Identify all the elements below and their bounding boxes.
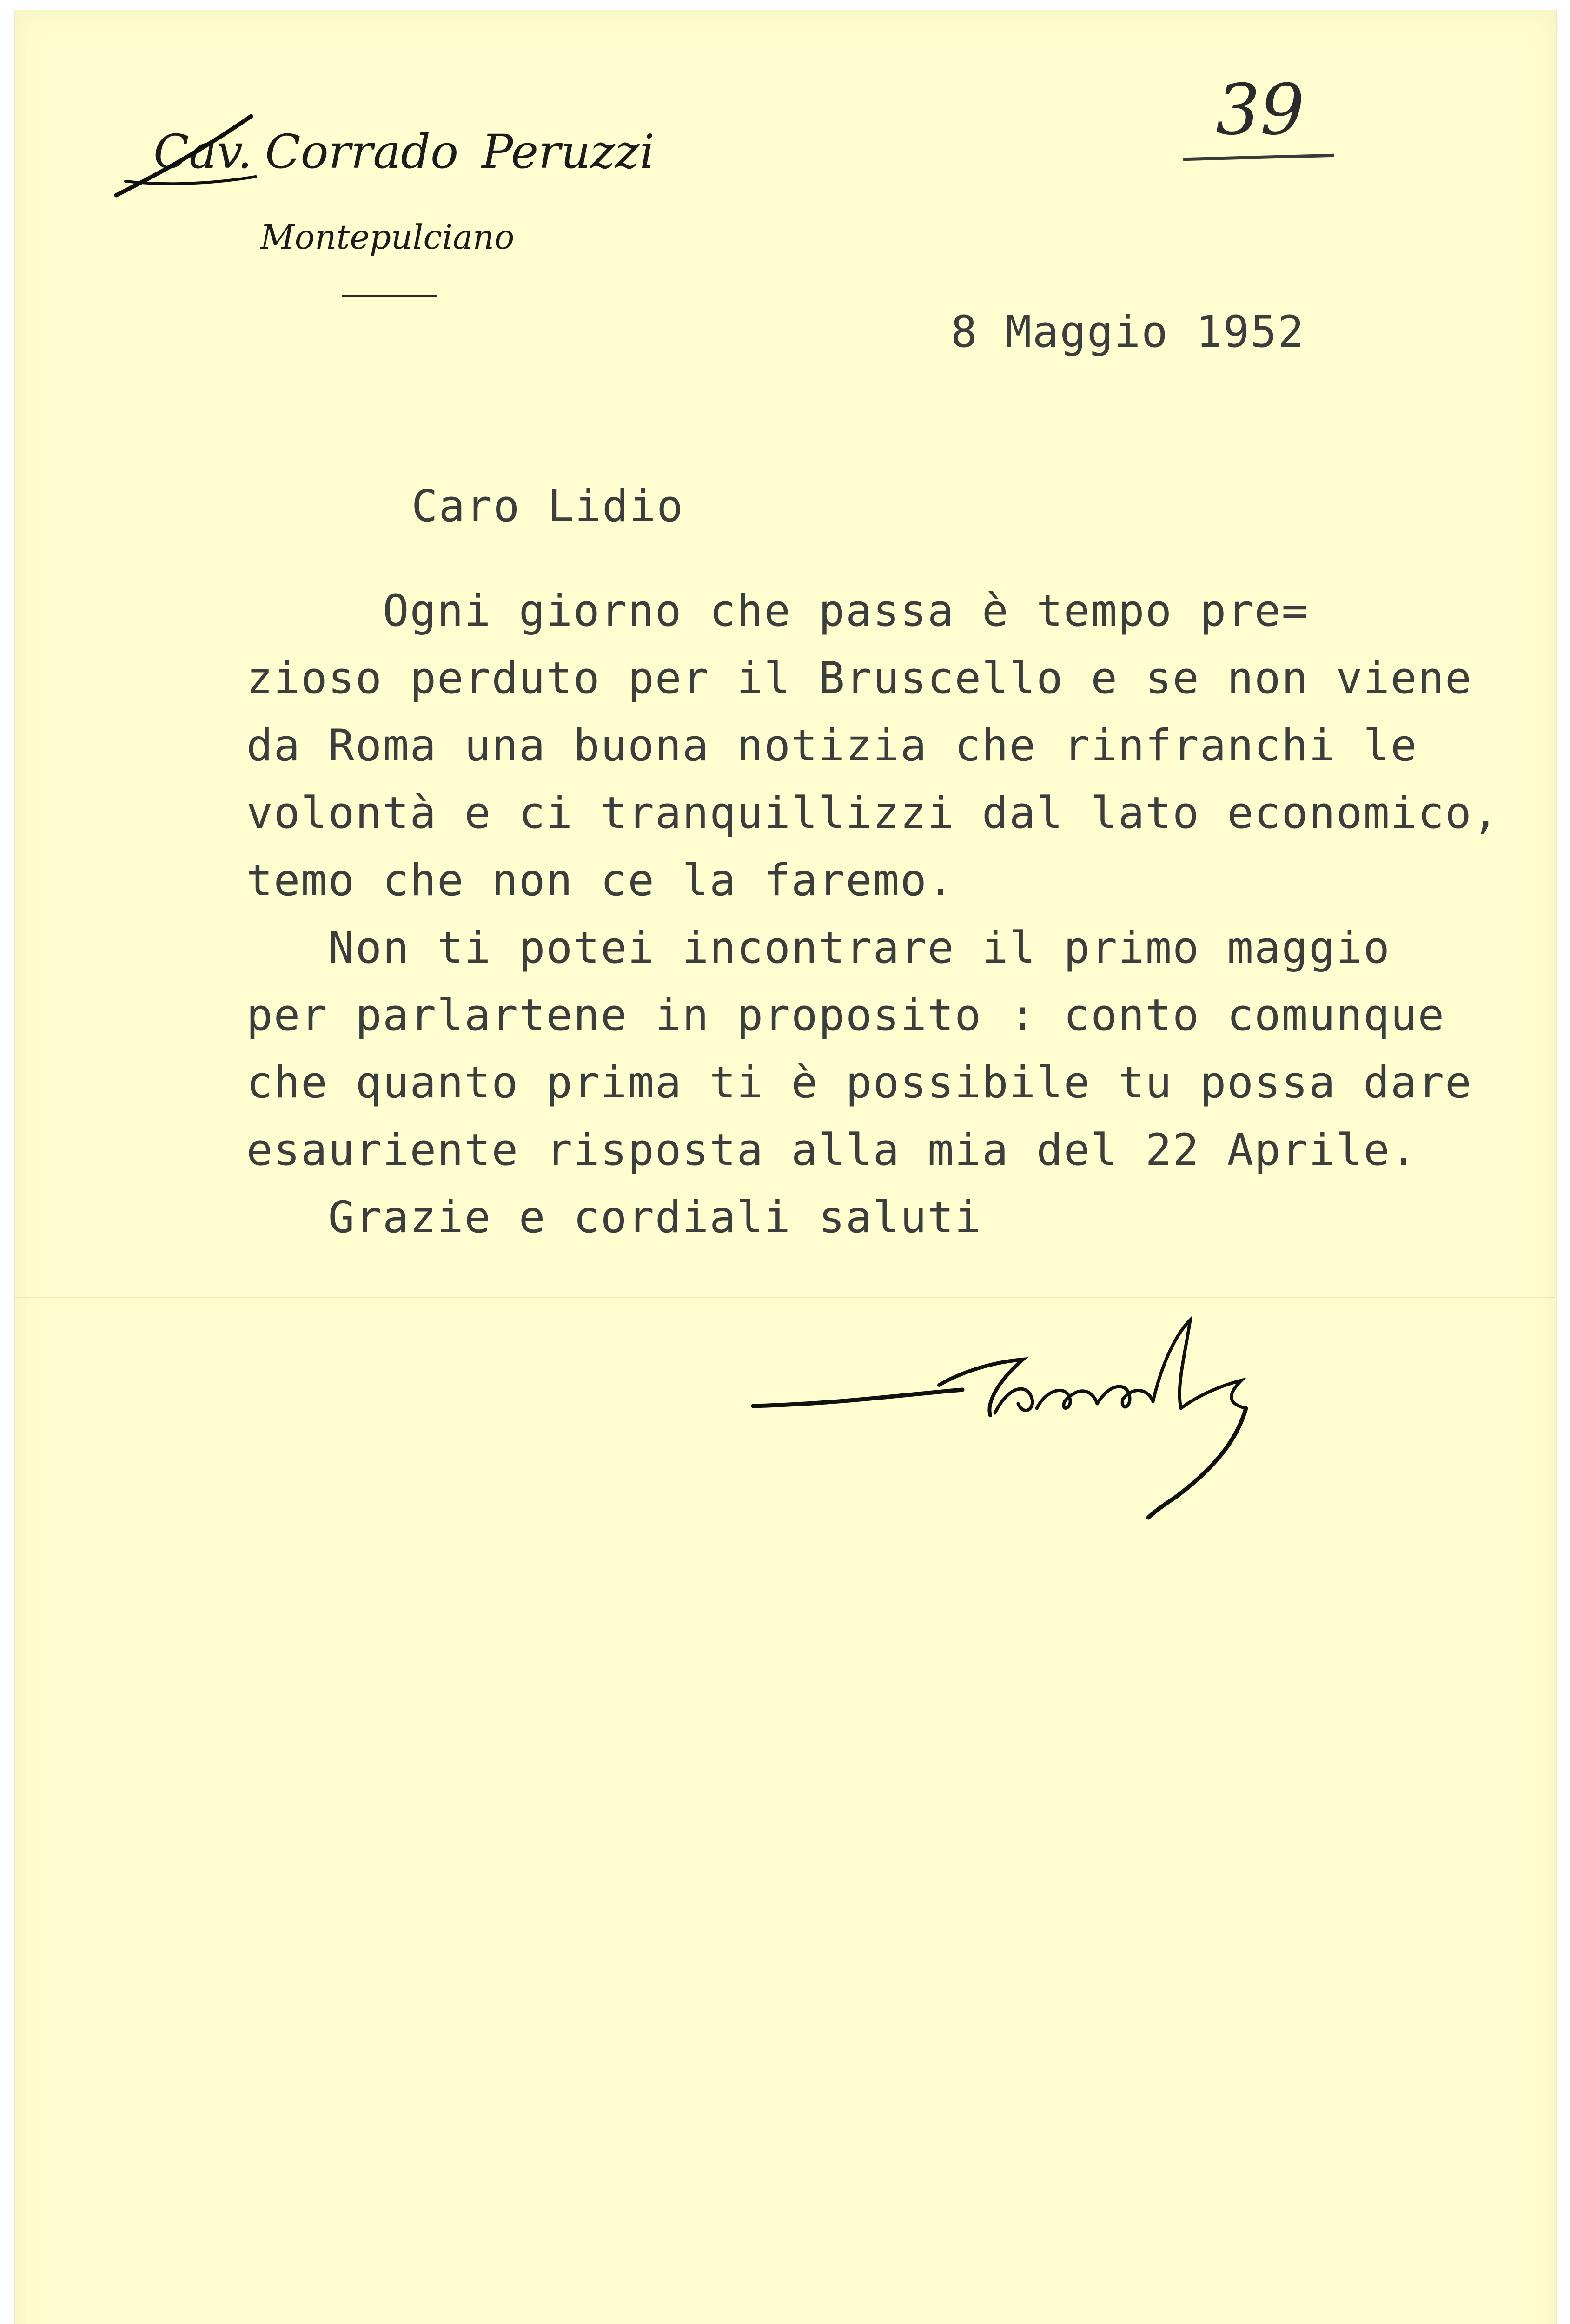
body-line: zioso perduto per il Bruscello e se non viene	[246, 653, 1472, 704]
letter-date: 8 Maggio 1952	[951, 307, 1305, 357]
greeting: Caro Lidio	[411, 481, 684, 532]
letterhead-city: Montepulciano	[260, 218, 515, 257]
body-line: Ogni giorno che passa è tempo pre=	[246, 586, 1309, 636]
body-line: esauriente risposta alla mia del 22 Aprile.	[246, 1125, 1418, 1175]
letterhead-last-name: Peruzzi	[482, 125, 655, 179]
title-strikethrough	[112, 107, 260, 209]
letterhead-first-name: Corrado	[265, 125, 459, 179]
body-line: da Roma una buona notizia che rinfranchi le	[246, 720, 1418, 771]
handwritten-signature	[744, 1315, 1292, 1529]
archive-number: 39	[1216, 70, 1305, 151]
body-line: per parlartene in proposito : conto comunque	[246, 990, 1445, 1041]
body-line: che quanto prima ti è possibile tu possa dare	[246, 1057, 1472, 1108]
body-line: Non ti potei incontrare il primo maggio	[246, 923, 1391, 973]
body-line: Grazie e cordiali saluti	[246, 1192, 982, 1243]
body-line: temo che non ce la faremo.	[246, 855, 955, 906]
letterhead-title: Cav.	[153, 125, 252, 179]
paper-fold-line	[14, 1297, 1555, 1298]
letterhead-divider	[342, 295, 437, 297]
letterhead-name	[265, 125, 655, 179]
body-line: volontà e ci tranquillizzi dal lato economico,	[246, 788, 1500, 838]
